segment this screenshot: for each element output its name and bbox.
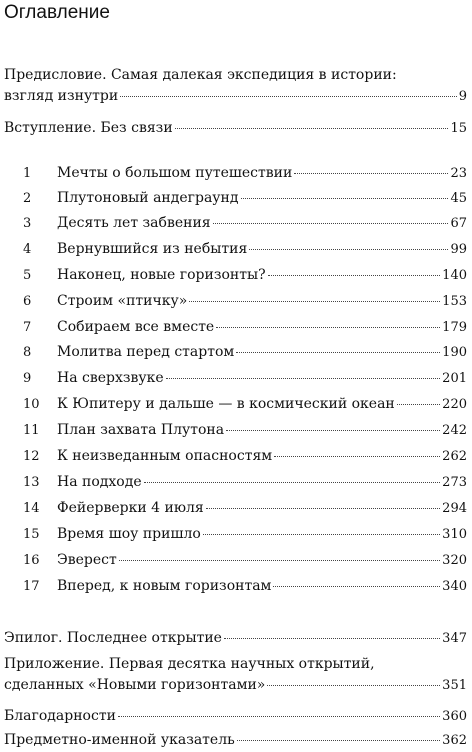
chapter-page: 140 [442,268,467,283]
chapter-title: Вперед, к новым горизонтам [57,578,272,594]
dot-leader [189,287,440,302]
chapter-number: 8 [23,345,32,360]
toc-chapter-15 [0,523,467,544]
toc-chapter-16 [0,549,467,570]
chapter-page: 99 [450,242,467,257]
dot-leader [226,416,440,431]
dot-leader [206,494,440,509]
toc-entry-title: сделанных «Новыми горизонтами» [4,677,266,693]
chapter-title: Строим «птичку» [57,293,188,309]
toc-chapter-3 [0,212,467,233]
dot-leader [267,671,440,686]
toc-entry-page: 9 [458,89,467,104]
chapter-number: 4 [23,242,32,257]
chapter-page: 45 [450,191,467,206]
dot-leader [237,726,440,741]
dot-leader [274,442,440,457]
chapter-title: На сверхзвуке [57,370,164,386]
toc-entry-page: 347 [442,631,467,646]
dot-leader [268,261,441,276]
toc-entry-title: Предметно-именной указатель [4,732,235,748]
toc-chapter-14 [0,497,467,518]
chapter-page: 273 [442,475,467,490]
dot-leader [175,114,449,129]
toc-entry-index [0,729,467,750]
toc-chapter-13 [0,471,467,492]
chapter-page: 310 [442,527,467,542]
chapter-title: Вернувшийся из небытия [57,241,248,257]
chapter-title: К неизведанным опасностям [57,448,273,464]
toc-entry-title: Благодарности [4,708,116,724]
toc-chapter-8 [0,341,467,362]
toc-chapter-7 [0,316,467,337]
chapter-title: Наконец, новые горизонты? [57,267,266,283]
chapter-page: 201 [442,371,467,386]
chapter-number: 2 [23,191,32,206]
chapter-title: На подходе [57,474,142,490]
dot-leader [294,159,448,174]
dot-leader [249,235,448,250]
chapter-title: Время шоу пришло [57,526,201,542]
toc-entry-first-line: Предисловие. Самая далекая экспедиция в истории: [4,67,397,83]
chapter-page: 220 [442,397,467,412]
chapter-number: 6 [23,294,32,309]
chapter-number: 1 [23,166,32,181]
toc-entry-title: Эпилог. Последнее открытие [4,630,222,646]
toc-entry-acknowledgments [0,705,467,726]
dot-leader [144,468,441,483]
chapter-number: 7 [23,320,32,335]
toc-entry-introduction [0,117,467,138]
toc-entry-first-line: Приложение. Первая десятка научных открытий, [4,656,375,672]
chapter-number: 9 [23,371,32,386]
toc-title: Оглавление [4,2,110,23]
chapter-number: 17 [23,579,40,594]
toc-chapter-1 [0,162,467,183]
chapter-title: План захвата Плутона [57,422,225,438]
chapter-number: 16 [23,553,40,568]
toc-entry-title: взгляд изнутри [4,88,119,104]
chapter-title: Фейерверки 4 июля [57,500,204,516]
dot-leader [236,338,440,353]
dot-leader [120,82,456,97]
chapter-title: Десять лет забвения [57,215,211,231]
chapter-page: 262 [442,449,467,464]
chapter-number: 5 [23,268,32,283]
toc-entry-appendix [0,655,467,695]
chapter-page: 153 [442,294,467,309]
chapter-title: Эверест [57,552,117,568]
dot-leader [216,313,440,328]
toc-chapter-9 [0,367,467,388]
toc-entry-page: 351 [442,678,467,693]
chapter-number: 14 [23,501,40,516]
dot-leader [273,572,440,587]
chapter-title: К Юпитеру и дальше — в космический океан [57,396,395,412]
chapter-number: 10 [23,397,40,412]
dot-leader [203,520,440,535]
toc-chapter-11 [0,419,467,440]
chapter-title: Мечты о большом путешествии [57,165,293,181]
chapter-title: Собираем все вместе [57,319,215,335]
chapter-number: 15 [23,527,40,542]
dot-leader [397,390,440,405]
dot-leader [241,184,449,199]
toc-entry-epilogue [0,627,467,648]
chapter-page: 179 [442,320,467,335]
chapter-page: 294 [442,501,467,516]
chapter-page: 23 [450,166,467,181]
chapter-title: Молитва перед стартом [57,344,235,360]
chapter-page: 190 [442,345,467,360]
toc-entry-page: 15 [450,121,467,136]
chapter-number: 12 [23,449,40,464]
chapter-page: 67 [450,216,467,231]
dot-leader [118,702,440,717]
toc-chapter-6 [0,290,467,311]
dot-leader [213,209,449,224]
chapter-number: 13 [23,475,40,490]
chapter-page: 340 [442,579,467,594]
dot-leader [224,624,440,639]
toc-entry-page: 362 [442,733,467,748]
toc-chapter-2 [0,187,467,208]
toc-entry-preface [0,66,467,106]
toc-chapter-4 [0,238,467,259]
chapter-title: Плутоновый андеграунд [57,190,239,206]
chapter-number: 3 [23,216,32,231]
chapter-page: 242 [442,423,467,438]
toc-chapter-10 [0,393,467,414]
toc-entry-page: 360 [442,709,467,724]
chapter-page: 320 [442,553,467,568]
toc-chapter-5 [0,264,467,285]
chapter-number: 11 [23,423,40,438]
dot-leader [166,364,441,379]
toc-entry-title: Вступление. Без связи [4,120,173,136]
dot-leader [119,546,440,561]
toc-chapter-12 [0,445,467,466]
toc-chapter-17 [0,575,467,596]
